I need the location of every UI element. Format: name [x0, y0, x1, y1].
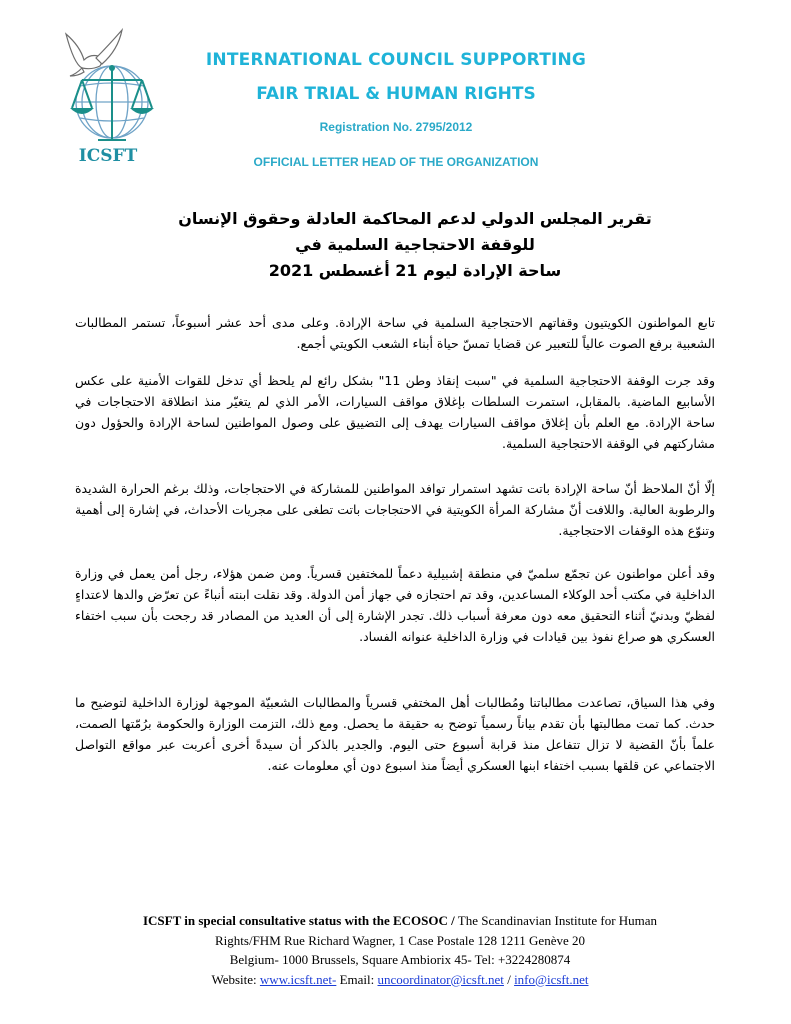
footer — [80, 911, 720, 989]
website-link[interactable]: www.icsft.net- — [259, 971, 337, 987]
scales-globe-dove-icon — [52, 24, 164, 148]
report-title — [150, 206, 680, 284]
email-separator: / — [503, 971, 515, 987]
organization-name-line2: FAIR TRIAL & HUMAN RIGHTS — [256, 84, 536, 104]
paragraph-3: إلّا أنّ الملاحظ أنّ ساحة الإرادة باتت تشهد استمرار توافد المواطنين للمشاركة في الاحتجاجات، وذلك برغم الحرارة الشديدة والرطوبة العالية. واللافت أنّ مشاركة المرأة الكويتية في الاحتجاجات باتت تطغى على مجريات الأحداث، في إشارة إلى أهمية وتنوّع هذه الوقفات الاحتجاجية. — [75, 481, 715, 538]
website-label: Website: — [211, 971, 260, 987]
report-title-line1: تقرير المجلس الدولي لدعم المحاكمة العادلة وحقوق الإنسان للوقفة الاحتجاجية السلمية في — [178, 209, 652, 254]
organization-logo — [52, 24, 164, 174]
paragraph-2: وقد جرت الوقفة الاحتجاجية السلمية في "سبت إنقاذ وطن 11" بشكل رائع لم يلحظ أي تدخل للقوات الأمنية على عكس الأسابيع الماضية. بالمقابل، استمرت السلطات بإغلاق مواقف السيارات، الأمر الذي لم يتغيّر منذ انطلاقة الاحتجاجات في ساحة الإرادة. مع العلم بأن إغلاق مواقف السيارات يهدف إلى التضييق على وصول المواطنين لساحة الإرادة والحؤول دون مشاركتهم في الوقفة الاحتجاجية السلمية. — [75, 373, 715, 451]
email-link-uncoordinator[interactable]: uncoordinator@icsft.net — [377, 971, 504, 987]
organization-name-line1: INTERNATIONAL COUNCIL SUPPORTING — [205, 50, 587, 70]
paragraph-5: وفي هذا السياق، تصاعدت مطالباتنا ومُطالبات أهل المختفي قسرياً والمطالبات الشعبيّة الموجهة لوزارة الداخلية لتوضيح ما حدث. كما تمت مطالبتها بأن تقدم بياناً رسمياً توضح به حقيقة ما يحصل. ومع ذلك، التزمت الوزارة والحكومة برُمّتها الصمت، علماً بأنّ القضية لا تزال تتفاعل منذ قرابة أسبوع حتى اليوم. والجدير بالذكر أن سيدةً أخرى أعربت عبر مواقع التواصل الاجتماعي عن قلقها بسبب اختفاء ابنها العسكري أيضاً منذ اسبوع دون أي معلومات عنه. — [75, 695, 715, 773]
footer-line2: Rights/FHM Rue Richard Wagner, 1 Case Postale 128 1211 Genève 20 — [215, 932, 585, 948]
official-letterhead-label: OFFICIAL LETTER HEAD OF THE ORGANIZATION — [253, 155, 539, 169]
paragraph-4: وقد أعلن مواطنون عن تجمّع سلميّ في منطقة إشبيلية دعماً للمختفين قسرياً. ومن ضمن هؤلاء، رجل أمن يعمل في وزارة الداخلية في مكتب أحد الوكلاء المساعدين، وقد تم احتجازه في جهاز أمن الدولة. وقد نقلت ابنته أنباءً عن تعرّض والدها لاعتداءٍ لفظيّ وبدنيّ أثناء التحقيق معه دون معرفة أسباب ذلك. تجدر الإشارة إلى أن العديد من المصادر قد رجحت بأن سبب اختفاء العسكري هو صراع نفوذ بين قيادات في وزارة الداخلية عنوانه الفساد. — [75, 566, 715, 644]
email-label: Email: — [336, 971, 378, 987]
logo-text: ICSFT — [78, 146, 138, 166]
paragraph-1: تابع المواطنون الكويتيون وقفاتهم الاحتجاجية السلمية في ساحة الإرادة. وعلى مدى أحد عشر أسبوعاً، تستمر المطالبات الشعبية برفع الصوت عالياً للتعبير عن قضايا تمسّ حياة أبناء الشعب الكويتي أجمع. — [75, 315, 715, 351]
email-link-info[interactable]: info@icsft.net — [514, 971, 589, 987]
footer-line3: Belgium- 1000 Brussels, Square Ambiorix 45- Tel: +3224280874 — [229, 952, 571, 967]
registration-number: Registration No. 2795/2012 — [319, 120, 473, 134]
footer-line1 — [80, 911, 720, 931]
footer-consultative-status: ICSFT in special consultative status with the ECOSOC / — [142, 913, 455, 928]
footer-line4 — [80, 970, 720, 990]
report-title-line2: ساحة الإرادة ليوم 21 أغسطس 2021 — [268, 261, 562, 280]
footer-institute: The Scandinavian Institute for Human — [454, 913, 658, 928]
